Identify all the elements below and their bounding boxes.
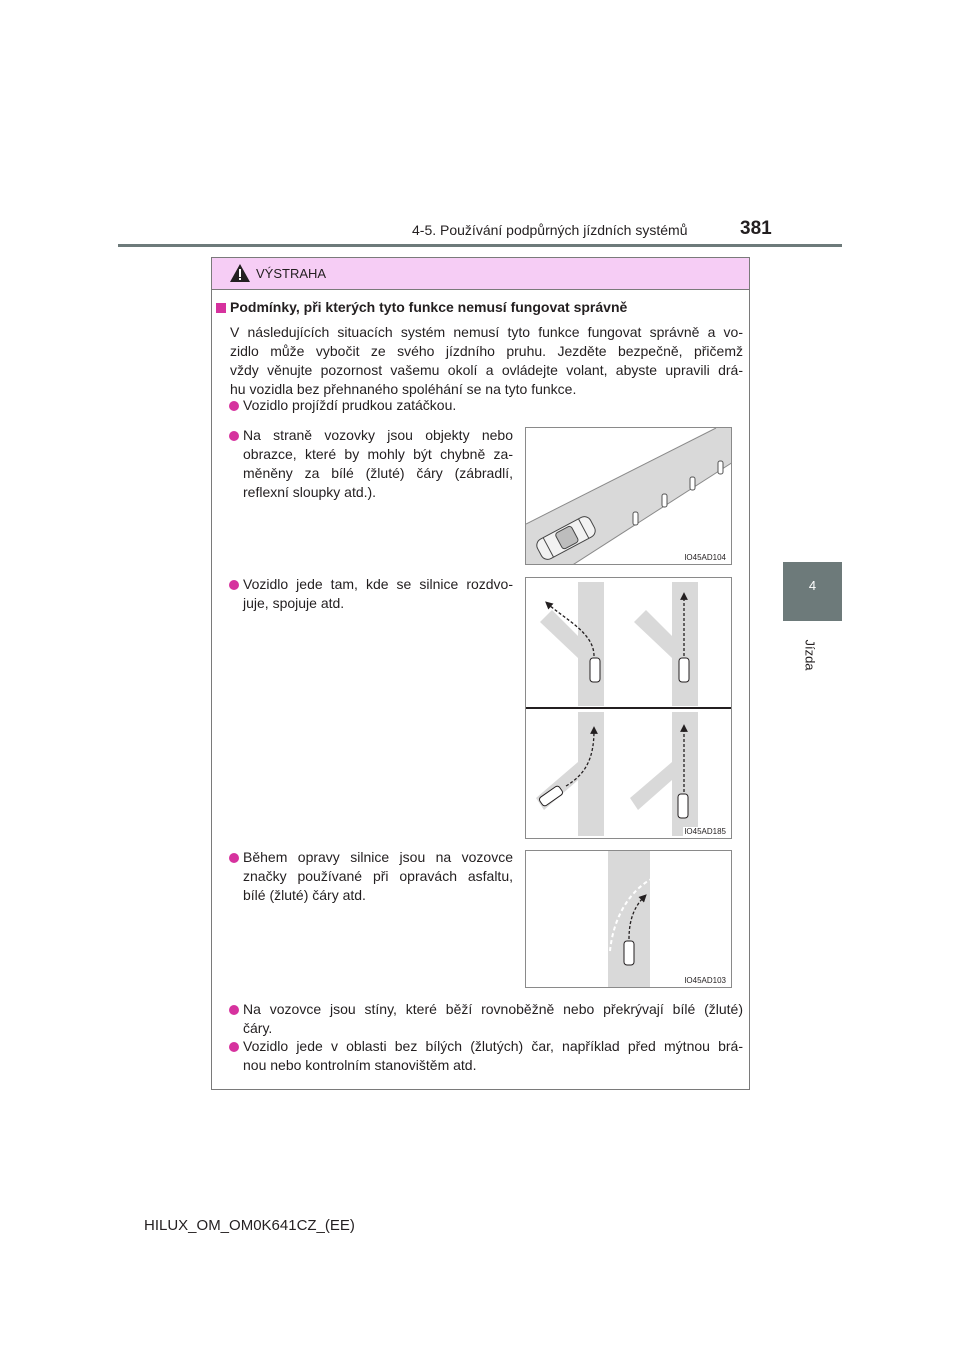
figure-code: IO45AD103 — [684, 976, 726, 985]
list-item: Během opravy silnice jsou na vozovce — [243, 849, 513, 865]
document-code: HILUX_OM_OM0K641CZ_(EE) — [144, 1217, 355, 1234]
figure-road-repair-marks — [525, 850, 732, 988]
intro-line: zidlo může vybočit ze svého jízdního pruhu. Jezděte bezpečně, přičemž — [230, 343, 743, 359]
roadside-objects-illustration — [526, 428, 732, 565]
intro-line: vždy věnujte pozornost vašemu okolí a ovládejte volant, abyste upravili drá- — [230, 362, 743, 378]
warning-triangle-icon — [229, 263, 251, 283]
figure-roadside-objects — [525, 427, 732, 565]
list-item: značky používané při opravách asfaltu, — [243, 868, 513, 884]
bullet-icon — [229, 431, 239, 441]
list-item: nou nebo kontrolním stanovištěm atd. — [243, 1057, 477, 1073]
list-item: Vozidlo jede tam, kde se silnice rozdvo- — [243, 576, 513, 592]
chapter-label — [795, 630, 825, 680]
list-item: měněny za bílé (žluté) čáry (zábradlí, — [243, 465, 513, 481]
chapter-label-text: Jízda — [802, 639, 818, 671]
header-divider — [118, 244, 842, 247]
bullet-icon — [229, 401, 239, 411]
warning-heading: Podmínky, při kterých tyto funkce nemusí fungovat správně — [230, 299, 628, 315]
page-number: 381 — [740, 218, 772, 239]
figure-road-branching — [525, 577, 732, 839]
road-branching-illustration — [526, 578, 732, 839]
intro-line: V následujících situacích systém nemusí tyto funkce fungovat správně a vo- — [230, 324, 743, 340]
chapter-tab — [783, 562, 842, 621]
figure-code: IO45AD185 — [684, 827, 726, 836]
list-item: reflexní sloupky atd.). — [243, 484, 377, 500]
bullet-icon — [229, 1042, 239, 1052]
list-item: bílé (žluté) čáry atd. — [243, 887, 366, 903]
list-item: čáry. — [243, 1020, 273, 1036]
chapter-number: 4 — [808, 578, 817, 593]
warning-label: VÝSTRAHA — [256, 266, 327, 281]
list-item: Vozidlo projíždí prudkou zatáčkou. — [243, 397, 457, 413]
section-title: 4-5. Používání podpůrných jízdních systémů — [412, 222, 688, 238]
intro-line: hu vozidla bez přehnaného spoléhání se na tyto funkce. — [230, 381, 577, 397]
bullet-icon — [229, 580, 239, 590]
figure-code: IO45AD104 — [684, 553, 726, 562]
list-item: juje, spojuje atd. — [243, 595, 345, 611]
list-item: Na straně vozovky jsou objekty nebo — [243, 427, 513, 443]
list-item: Na vozovce jsou stíny, které běží rovnoběžně nebo překrývají bílé (žluté) — [243, 1001, 743, 1017]
bullet-icon — [229, 1005, 239, 1015]
heading-square-icon — [216, 303, 226, 313]
bullet-icon — [229, 853, 239, 863]
warning-header — [212, 258, 749, 290]
road-repair-marks-illustration — [526, 851, 732, 988]
list-item: obrazce, které by mohly být chybně za- — [243, 446, 513, 462]
list-item: Vozidlo jede v oblasti bez bílých (žlutých) čar, například před mýtnou brá- — [243, 1038, 743, 1054]
